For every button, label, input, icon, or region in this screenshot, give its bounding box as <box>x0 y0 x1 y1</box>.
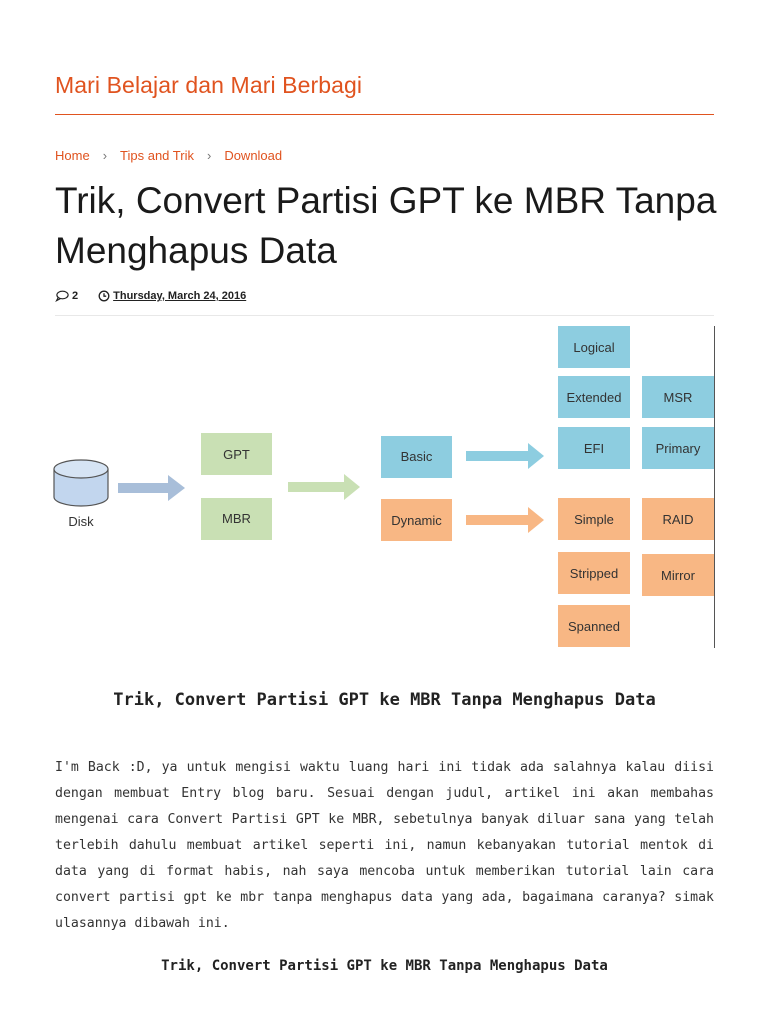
msr-label: MSR <box>663 390 693 405</box>
arrow-right-icon <box>466 443 544 469</box>
meta-divider <box>55 315 714 316</box>
mbr-label: MBR <box>222 511 251 526</box>
chevron-right-icon: › <box>206 147 212 163</box>
disk-icon <box>54 460 108 506</box>
comment-count-link[interactable] <box>55 290 78 302</box>
arrow-right-icon <box>288 474 360 500</box>
post-title: Trik, Convert Partisi GPT ke MBR Tanpa Menghapus Data <box>55 180 717 271</box>
primary-label: Primary <box>655 441 701 456</box>
mirror-label: Mirror <box>661 568 695 583</box>
image-caption: Trik, Convert Partisi GPT ke MBR Tanpa Menghapus Data <box>113 690 656 710</box>
gpt-label: GPT <box>223 447 250 462</box>
header-divider <box>55 114 714 115</box>
raid-label: RAID <box>662 512 694 527</box>
chevron-right-icon: › <box>102 147 108 163</box>
comment-count: 2 <box>72 290 79 302</box>
comment-icon <box>55 290 69 302</box>
post-date: Thursday, March 24, 2016 <box>113 290 247 302</box>
clock-icon <box>98 290 110 302</box>
basic-label: Basic <box>400 449 433 464</box>
extended-label: Extended <box>566 390 622 405</box>
section-heading: Trik, Convert Partisi GPT ke MBR Tanpa Menghapus Data <box>161 958 608 974</box>
post-meta <box>55 288 246 304</box>
post-date-link[interactable] <box>98 290 246 302</box>
partition-diagram <box>50 322 718 652</box>
stripped-label: Stripped <box>569 566 619 581</box>
breadcrumb-home[interactable]: Home <box>55 147 90 163</box>
dynamic-label: Dynamic <box>391 513 442 528</box>
spanned-label: Spanned <box>567 619 621 634</box>
simple-label: Simple <box>574 512 614 527</box>
breadcrumb <box>55 145 282 165</box>
site-title-link[interactable]: Mari Belajar dan Mari Berbagi <box>55 72 363 98</box>
breadcrumb-download[interactable]: Download <box>224 147 283 163</box>
logical-label: Logical <box>573 340 615 355</box>
intro-paragraph: I'm Back :D, ya untuk mengisi waktu luang hari ini tidak ada salahnya kalau diisi dengan membuat Entry blog baru. Sesuai dengan judul, artikel ini akan membahas mengenai cara Convert Partisi GPT ke MBR, sebetulnya banyak diluar sana yang telah terlebih dahulu membuat artikel seperti ini, namun kebanyakan tutorial mentok di data yang di format habis, nah saya mencoba untuk memberikan tutorial lain cara convert partisi gpt ke mbr tanpa menghapus data yang ada, bagaimana caranya? simak ulasannya dibawah ini. <box>55 760 714 931</box>
arrow-right-icon <box>118 475 185 501</box>
efi-label: EFI <box>583 441 605 456</box>
disk-label: Disk <box>68 514 94 529</box>
breadcrumb-tips-and-trik[interactable]: Tips and Trik <box>120 147 194 163</box>
arrow-right-icon <box>466 507 544 533</box>
